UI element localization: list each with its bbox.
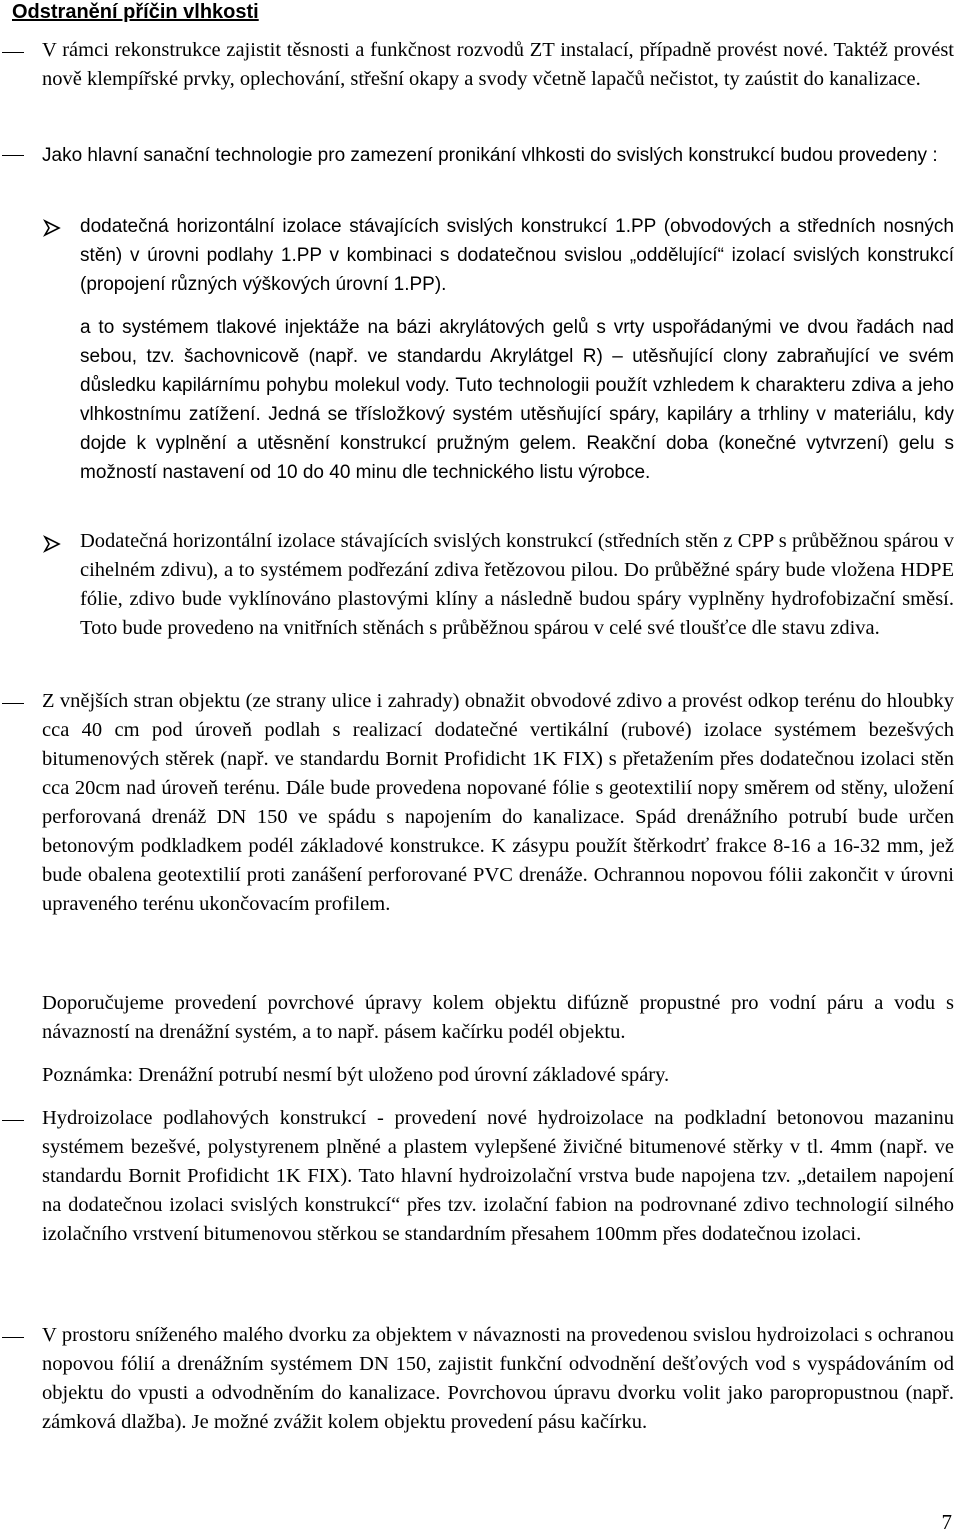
paragraph-injection-system: a to systémem tlakové injektáže na bázi akrylátových gelů s vrty uspořádanými ve dvou řadách nad sebou, tzv. šachovnicově (např. ve standardu Akrylátgel R) – utěsňující clony zabraňující ve svém důsledku kapilárnímu pohybu molekul vody. Tuto technologii použít vzhledem k charakteru zdiva a jeho vlhkostnímu zatížení. Jedná se třísložkový systém utěsňující spáry, kapiláry a trhliny v materiálu, kdy dojde k vyplnění a utěsnění konstrukcí pružným gelem. Reakční doba (konečné vytvrzení) gelu s možností nastavení od 10 do 40 minu dle technického listu výrobce. — [80, 317, 954, 483]
paragraph-floor-hydroisolation: Hydroizolace podlahových konstrukcí - provedení nové hydroizolace na podkladní betonovou mazaninu systémem bezešvé, polystyrenem plněné a plastem vylepšené živičné bitumenové stěrky v tl. 4mm (např. ve standardu Bornit Profidicht 1K FIX). Tato hlavní hydroizolační vrstva bude napojena tzv. „detailem napojení na dodatečnou izolaci svislých konstrukcí“ přes tzv. izolační fabion na podrovnané zdivo technologií silného izolačního vrstvení bitumenovou stěrkou se standardním přesahem 100mm přes dodatečnou izolaci. — [42, 1107, 954, 1245]
paragraph-main-technology: Jako hlavní sanační technologie pro zamezení pronikání vlhkosti do svislých konstrukcí budou provedeny : — [42, 145, 938, 166]
paragraph-external-isolation: Z vnějších stran objektu (ze strany ulice i zahrady) obnažit obvodové zdivo a provést odkop terénu do hloubky cca 40 cm pod úroveň podlah s realizací dodatečné vertikální (rubové) izolace systémem bezešvých bitumenových stěrek (např. ve standardu Bornit Profidicht 1K FIX) s přetažením přes dodatečnou izolaci stěn cca 20cm nad úroveň terénu. Dále bude provedena nopované fólie s geotextilií nopy směrem od stěny, uložení perforovaná drenáž DN 150 ve spádu s napojením do kanalizace. Spád drenážního potrubí bude určen betonovým podkladkem podél základové konstrukce. K zásypu použít štěrkodrť frakce 8-16 a 16-32 mm, jež bude obalena geotextilií proti zanášení perforované PVC drenáže. Ochrannou nopovou fólii zakončit v úrovni upraveného terénu ukončovacím profilem. — [42, 690, 954, 915]
section-heading: Odstranění příčin vlhkosti — [12, 1, 259, 23]
paragraph-note: Poznámka: Drenážní potrubí nesmí být uloženo pod úrovní základové spáry. — [42, 1064, 670, 1086]
paragraph-courtyard-drainage: V prostoru sníženého malého dvorku za objektem v návaznosti na provedenou svislou hydroizolaci s ochranou nopovou fólií a drenážním systémem DN 150, zajistit funkční odvodnění dešťových vod s vyspádováním od objektu do vpusti a odvodněním do kanalizace. Povrchovou úpravu dvorku volit jako paropropustnou (např. zámková dlažba). Je možné zvážit kolem objektu provedení pásu kačírku. — [42, 1324, 954, 1433]
paragraph-horizontal-isolation: dodatečná horizontální izolace stávajících svislých konstrukcí 1.PP (obvodových a středních nosných stěn) v úrovni podlahy 1.PP v kombinaci s dodatečnou svislou „oddělující“ izolací svislých konstrukcí (propojení různých výškových úrovní 1.PP). — [80, 216, 954, 295]
arrowhead-bullet-icon — [42, 218, 62, 238]
arrowhead-bullet-icon — [42, 534, 62, 554]
dash-bullet-icon — [2, 1337, 24, 1338]
dash-bullet-icon — [2, 703, 24, 704]
paragraph-repair-installations: V rámci rekonstrukce zajistit těsnosti a funkčnost rozvodů ZT instalací, případně provést nové. Taktéž provést nově klempířské prvky, oplechování, střešní okapy a svody včetně lapačů nečistot, ty zaústit do kanalizace. — [42, 39, 954, 90]
dash-bullet-icon — [2, 52, 24, 53]
page-number: 7 — [941, 1510, 952, 1534]
dash-bullet-icon — [2, 1120, 24, 1121]
paragraph-recommendation: Doporučujeme provedení povrchové úpravy kolem objektu difúzně propustné pro vodní páru a vodu s návazností na drenážní systém, a to např. pásem kačírku podél objektu. — [42, 992, 954, 1043]
dash-bullet-icon — [2, 155, 24, 156]
paragraph-wall-cutting: Dodatečná horizontální izolace stávajících svislých konstrukcí (středních stěn z CPP s průběžnou spárou v cihelném zdivu), a to systémem podřezání zdiva řetězovou pilou. Do průběžné spáry bude vložena HDPE fólie, zdivo bude vyklínováno plastovými klíny a následně budou spáry vyplněny hydrofobizační směsí. Toto bude provedeno na vnitřních stěnách s průběžnou spárou v celé své tloušťce dle stavu zdiva. — [80, 530, 954, 639]
